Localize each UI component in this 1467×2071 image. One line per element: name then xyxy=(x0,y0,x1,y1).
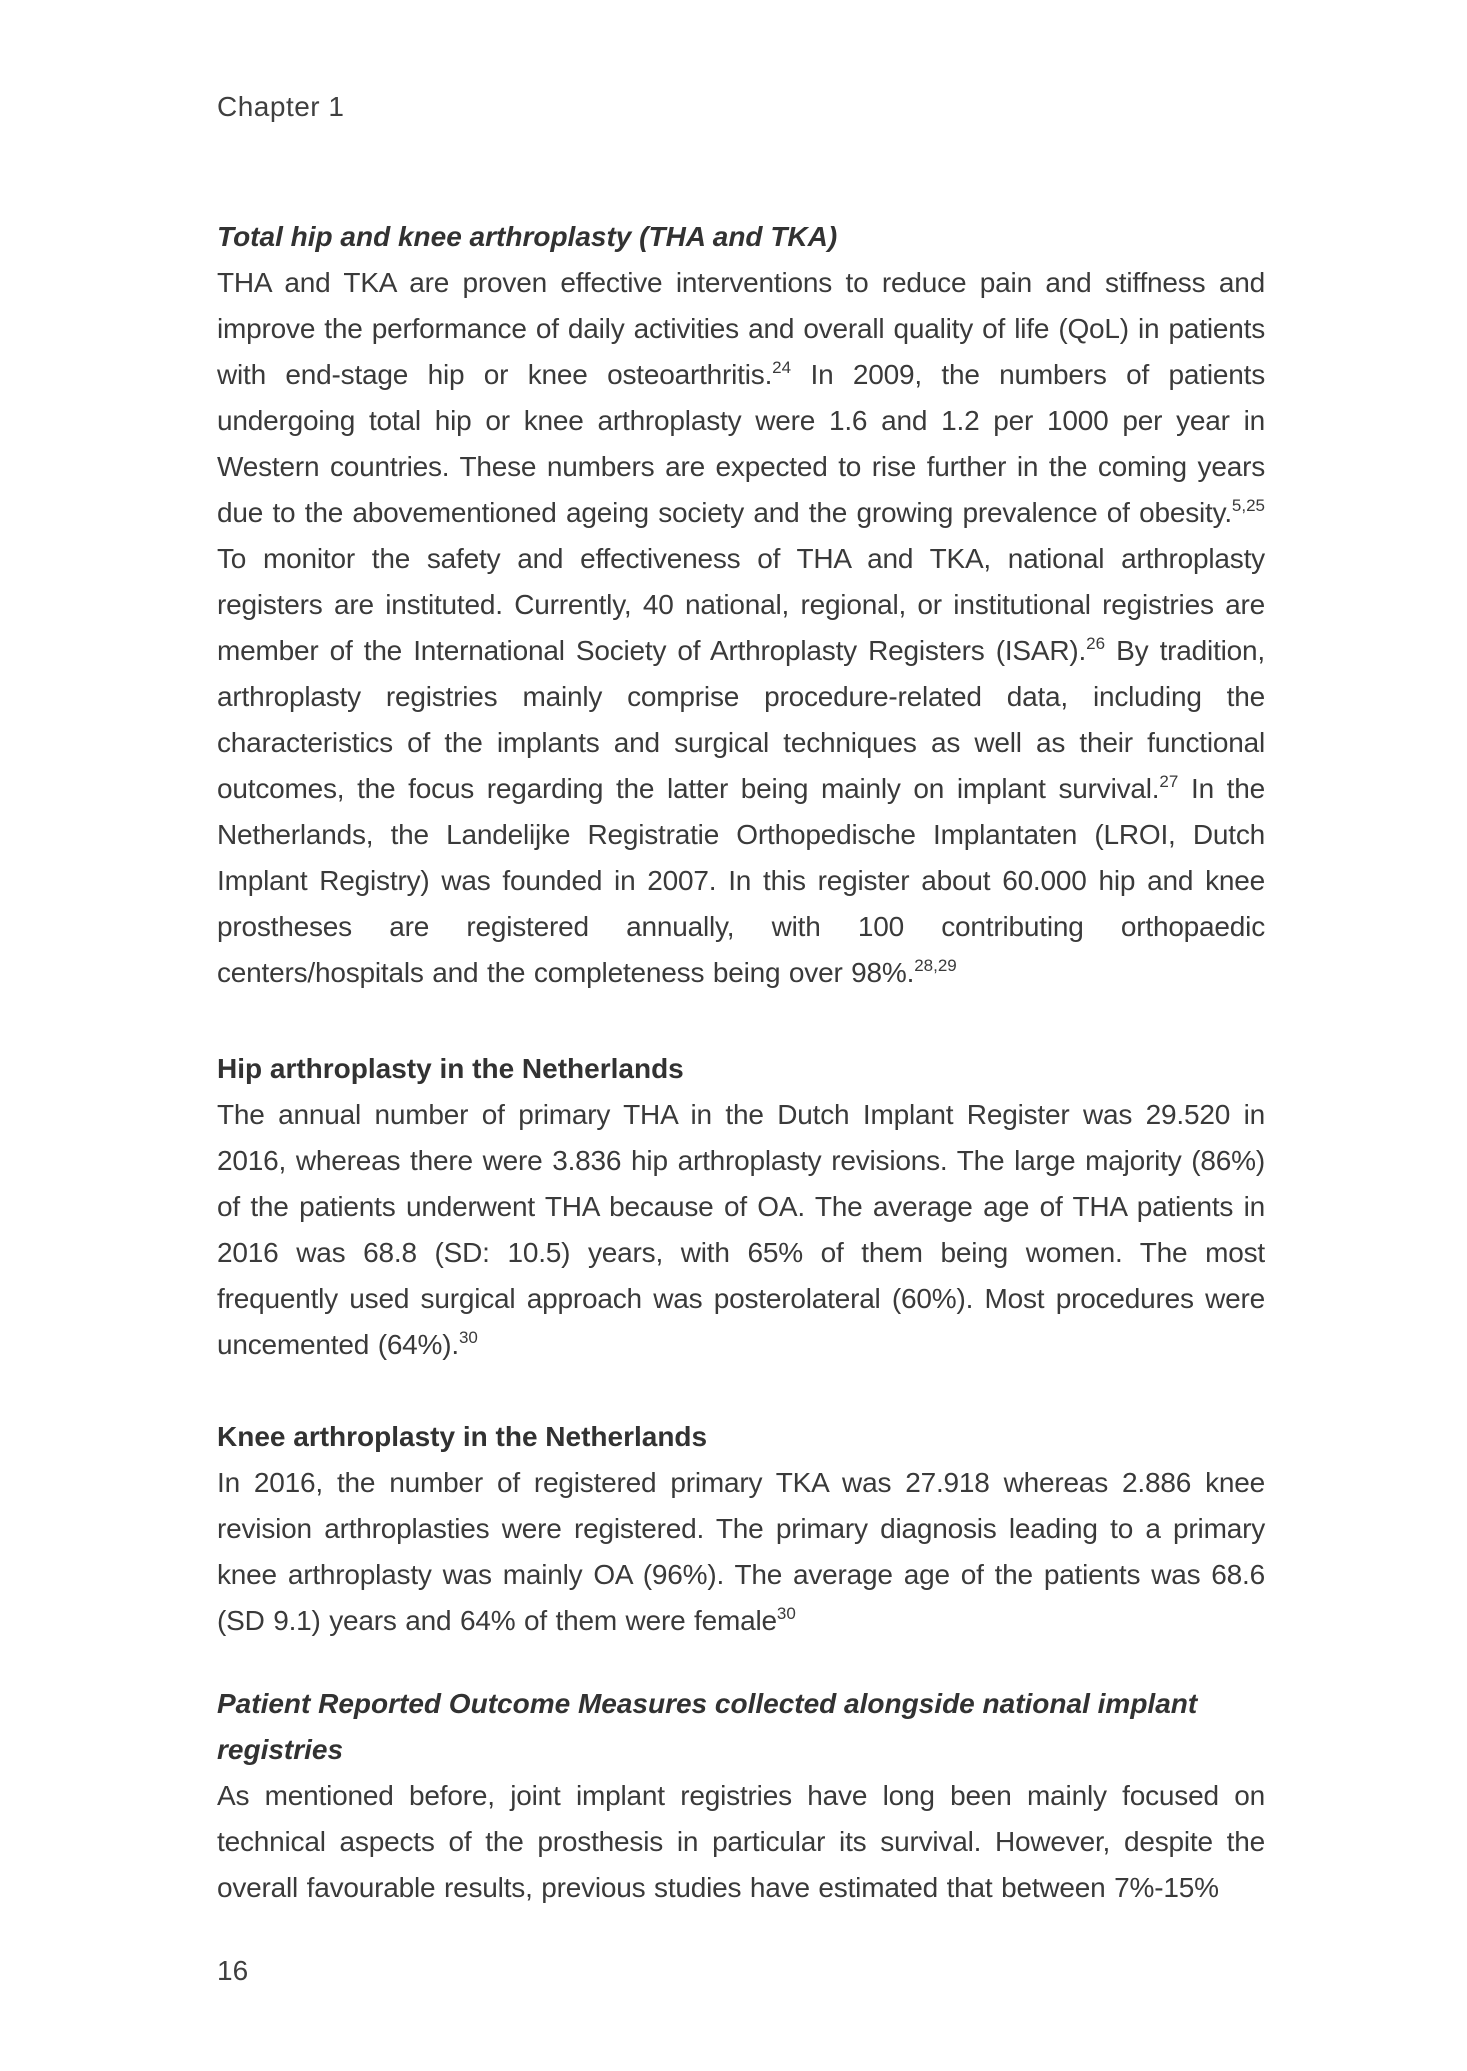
section-heading: Patient Reported Outcome Measures collected alongside national implant registries xyxy=(217,1688,1198,1765)
page-content xyxy=(217,214,1265,1911)
section-paragraph: The annual number of primary THA in the Dutch Implant Register was 29.520 in 2016, whereas there were 3.836 hip arthroplasty revisions. The large majority (86%) of the patients underwent THA because of OA. The average age of THA patients in 2016 was 68.8 (SD: 10.5) years, with 65% of them being women. The most frequently used surgical approach was posterolateral (60%). Most procedures were uncemented (64%).$^{30}$ xyxy=(217,1099,1265,1360)
reference-superscript: 28,29 xyxy=(914,955,957,975)
section-heading: Knee arthroplasty in the Netherlands xyxy=(217,1421,708,1452)
section-heading: Hip arthroplasty in the Netherlands xyxy=(217,1053,684,1084)
document-section xyxy=(217,1414,1265,1644)
document-section xyxy=(217,1046,1265,1368)
reference-superscript: 24 xyxy=(772,357,792,377)
reference-superscript: 26 xyxy=(1086,633,1106,653)
section-paragraph: In 2016, the number of registered primary TKA was 27.918 whereas 2.886 knee revision arthroplasties were registered. The primary diagnosis leading to a primary knee arthroplasty was mainly OA (96%). The average age of the patients was 68.6 (SD 9.1) years and 64% of them were female$^{30}$ xyxy=(217,1467,1265,1636)
reference-superscript: 30 xyxy=(458,1327,478,1347)
reference-superscript: 30 xyxy=(776,1603,796,1623)
reference-superscript: 5,25 xyxy=(1231,495,1265,515)
chapter-header: Chapter 1 xyxy=(217,91,345,122)
section-heading: Total hip and knee arthroplasty (THA and TKA) xyxy=(217,221,838,252)
page-number: 16 xyxy=(217,1955,249,1986)
section-paragraph: As mentioned before, joint implant registries have long been mainly focused on technical aspects of the prosthesis in particular its survival. However, despite the overall favourable results, previous studies have estimated that between 7%-15% xyxy=(217,1780,1265,1903)
document-section xyxy=(217,1681,1265,1911)
reference-superscript: 27 xyxy=(1159,771,1179,791)
document-section xyxy=(217,214,1265,996)
section-paragraph: THA and TKA are proven effective interventions to reduce pain and stiffness and improve the performance of daily activities and overall quality of life (QoL) in patients with end-stage hip or knee osteoarthritis.$^{24}$ In 2009, the numbers of patients undergoing total hip or knee arthroplasty were 1.6 and 1.2 per 1000 per year in Western countries. These numbers are expected to rise further in the coming years due to the abovementioned ageing society and the growing prevalence of obesity.$^{5,25}$ To monitor the safety and effectiveness of THA and TKA, national arthroplasty registers are instituted. Currently, 40 national, regional, or institutional registries are member of the International Society of Arthroplasty Registers (ISAR).$^{26}$ By tradition, arthroplasty registries mainly comprise procedure-related data, including the characteristics of the implants and surgical techniques as well as their functional outcomes, the focus regarding the latter being mainly on implant survival.$^{27}$ In the Netherlands, the Landelijke Registratie Orthopedische Implantaten (LROI, Dutch Implant Registry) was founded in 2007. In this register about 60.000 hip and knee prostheses are registered annually, with 100 contributing orthopaedic centers/hospitals and the completeness being over 98%.$^{28,29}$ xyxy=(217,267,1265,988)
